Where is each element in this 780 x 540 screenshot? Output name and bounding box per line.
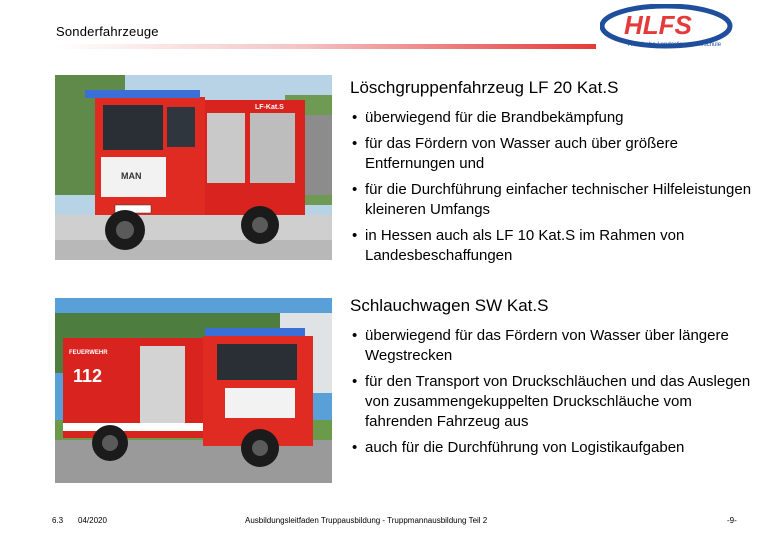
list-item: • überwiegend für das Fördern von Wasser über längere Wegstrecken	[352, 327, 729, 364]
lf20-section	[350, 78, 760, 272]
footer-title: Ausbildungsleitfaden Truppausbildung - Truppmannausbildung Teil 2	[245, 516, 488, 525]
sw-bullet-list	[350, 326, 760, 458]
footer-section-number: 6.3	[52, 516, 64, 525]
sw-section	[350, 296, 760, 464]
logo-text: HLFS	[624, 10, 692, 40]
sw-body-text: FEUERWEHR	[69, 350, 108, 356]
list-item: • für den Transport von Druckschläuchen und das Auslegen von zusammengekuppelten Druckschläuche vom fahrenden Fahrzeug aus	[352, 373, 751, 430]
lf20-title: Löschgruppenfahrzeug LF 20 Kat.S	[350, 78, 619, 97]
list-item: • für das Fördern von Wasser auch über größere Entfernungen und	[352, 135, 678, 172]
page-header-title: Sonderfahrzeuge	[56, 24, 159, 39]
list-item: • auch für die Durchführung von Logistikaufgaben	[352, 439, 685, 456]
list-item: • für die Durchführung einfacher technischer Hilfeleistungen kleineren Umfangs	[352, 181, 752, 218]
header-divider	[56, 44, 596, 49]
sw-emergency-number: 112	[73, 366, 103, 386]
lf20-brand: MAN	[121, 171, 142, 181]
footer-date: 04/2020	[78, 516, 107, 525]
lf20-sign: LF-Kat.S	[255, 104, 284, 111]
hlfs-logo	[600, 4, 736, 50]
sw-title: Schlauchwagen SW Kat.S	[350, 296, 549, 315]
logo-subtitle: Hessische Landesfeuerwehrschule	[628, 42, 722, 48]
footer-page-number: -9-	[727, 516, 737, 525]
lf20-bullet-list	[350, 108, 760, 266]
list-item: • überwiegend für die Brandbekämpfung	[352, 109, 624, 126]
list-item: • in Hessen auch als LF 10 Kat.S im Rahmen von Landesbeschaffungen	[352, 227, 685, 264]
lf20-truck-photo	[55, 75, 332, 260]
sw-truck-photo	[55, 298, 332, 483]
